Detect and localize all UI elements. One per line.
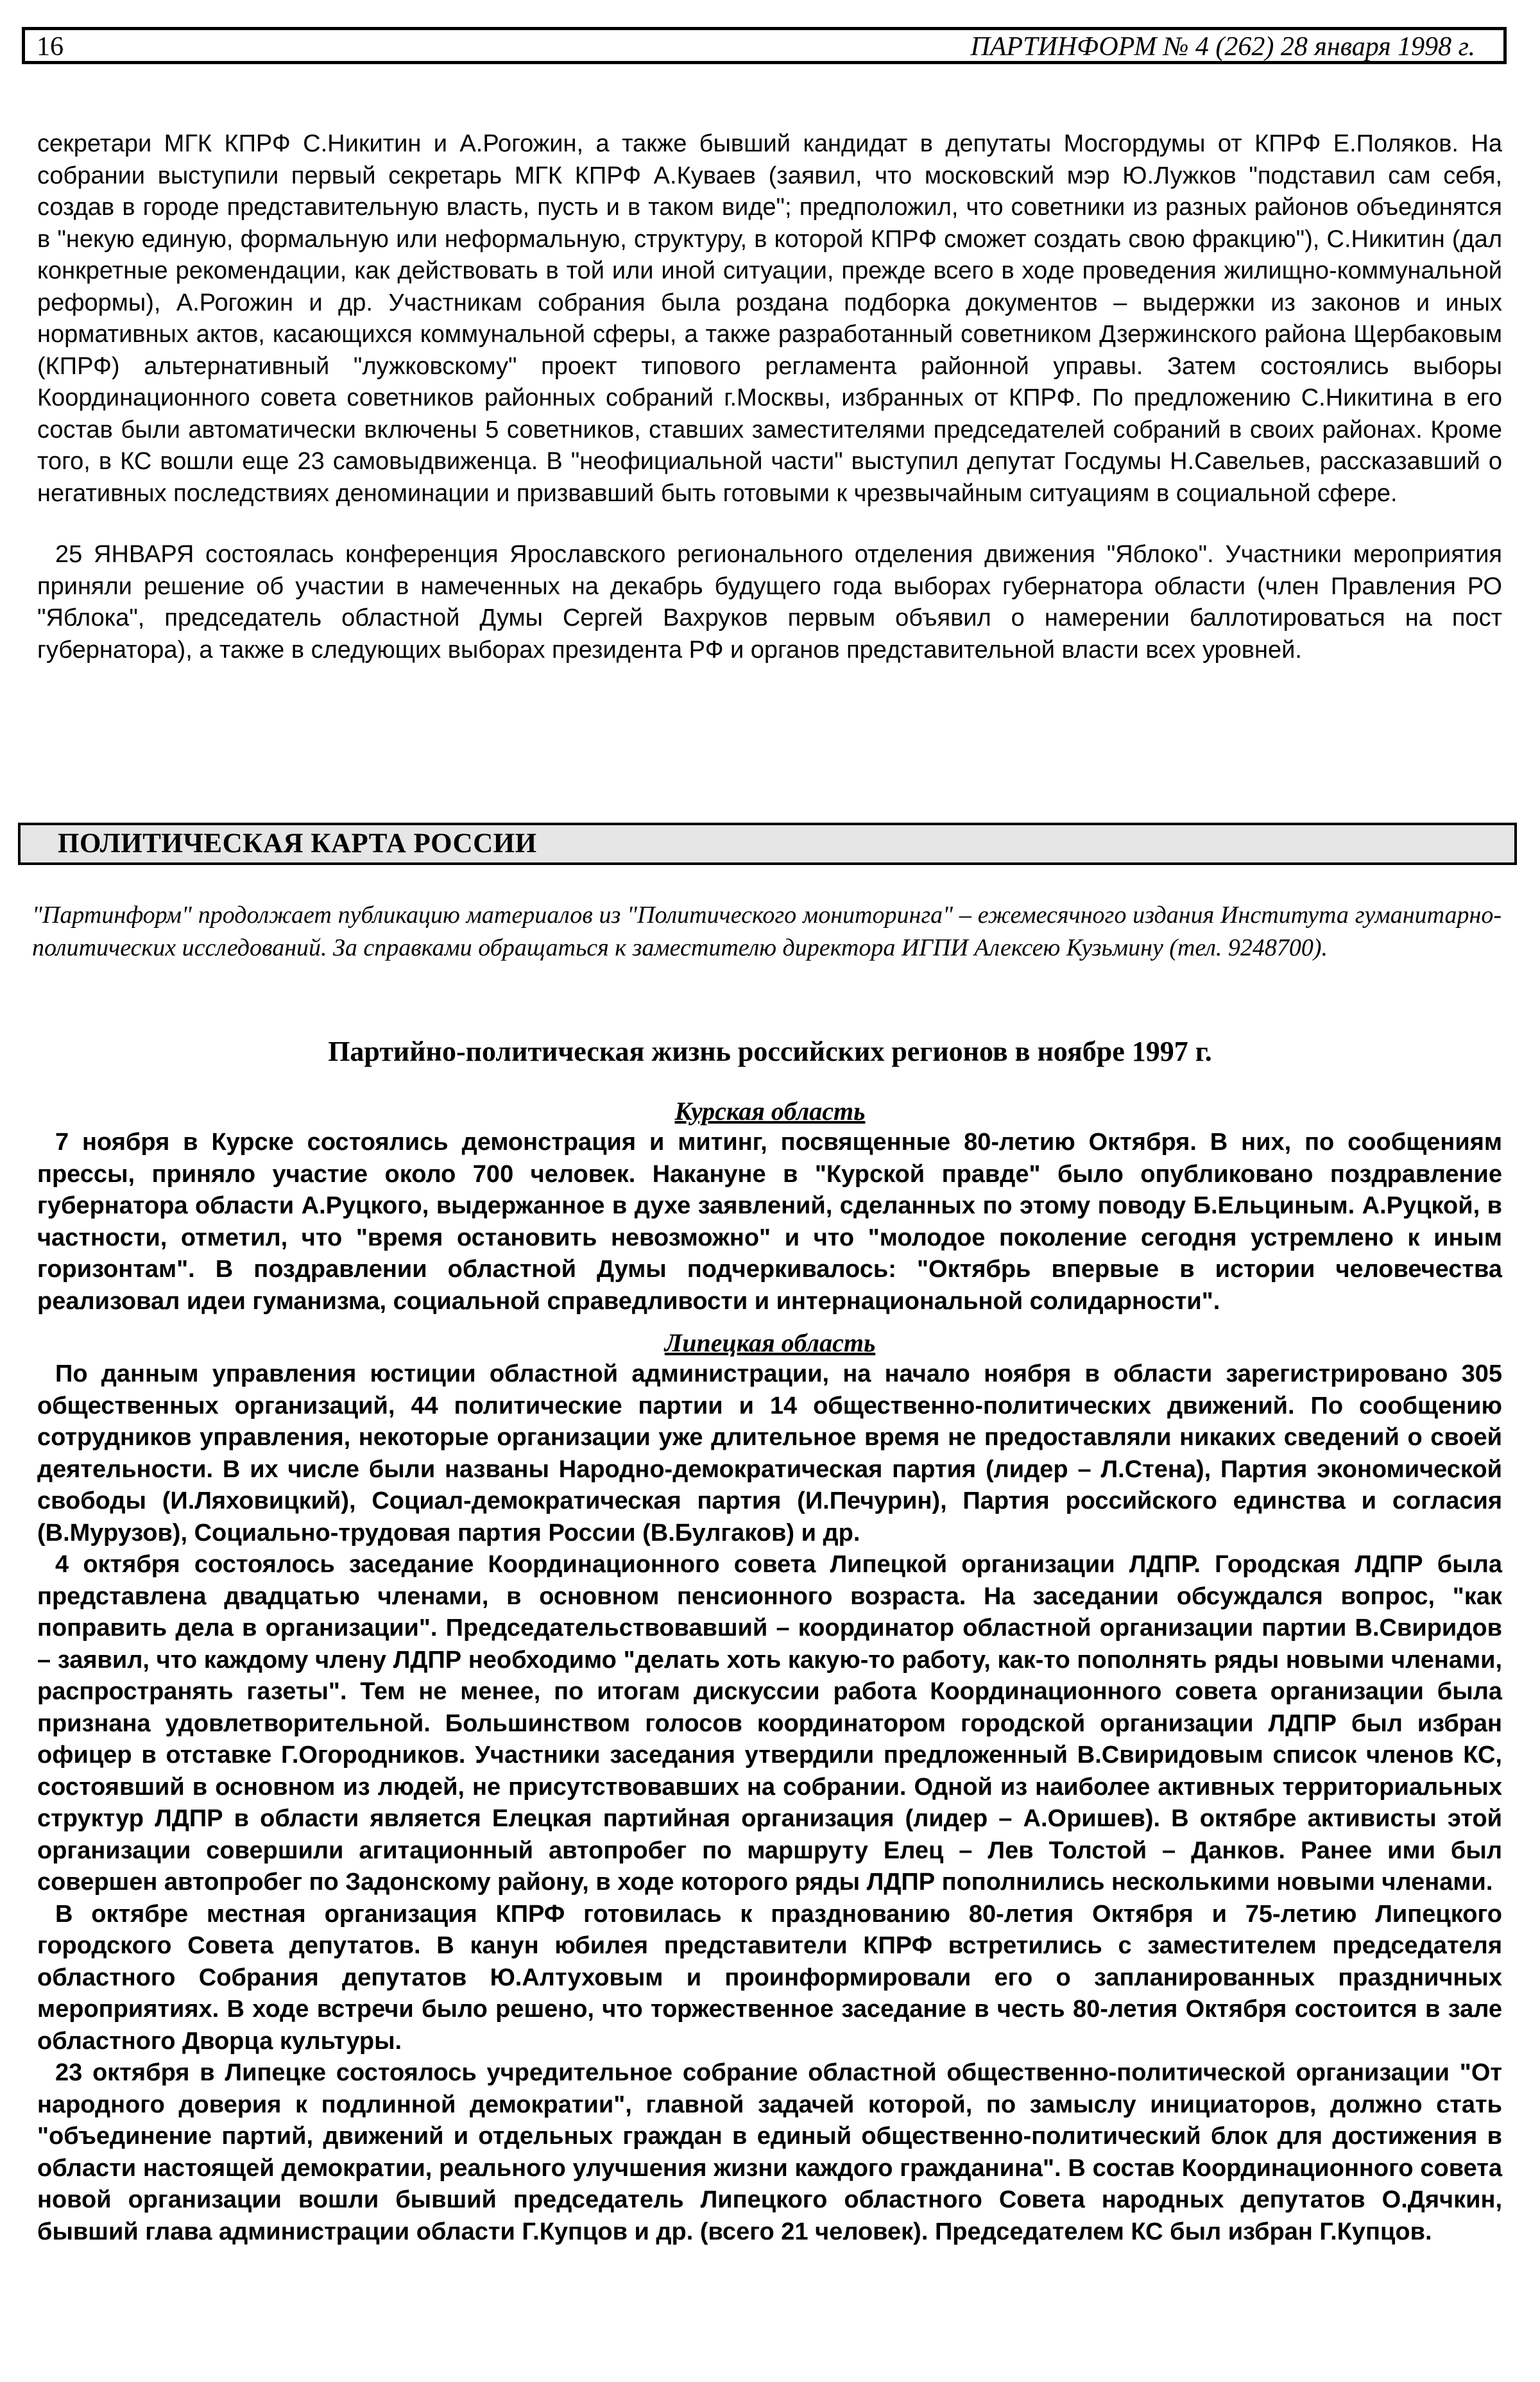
page-number: 16 <box>37 32 64 62</box>
region-body-kursk <box>37 1127 1502 1317</box>
section-title: ПОЛИТИЧЕСКАЯ КАРТА РОССИИ <box>58 828 537 859</box>
paragraph-lipetsk-4: 23 октября в Липецке состоялось учредительное собрание областной общественно-политической организации "От народного доверия к подлинной демократии", главной задачей которой, по замыслу инициаторов, должно стать "объединение партий, движений и отдельных граждан в единый общественно-политический блок для достижения в области настоящей демократии, реального улучшения жизни каждого гражданина". В состав Координационного совета новой организации вошли бывший председатель Липецкого областного Совета народных депутатов О.Дячкин, бывший глава администрации области Г.Купцов и др. (всего 21 человек). Председателем КС был избран Г.Купцов. <box>37 2059 1502 2245</box>
region-title-lipetsk: Липецкая область <box>664 1328 876 1357</box>
section-intro: "Партинформ" продолжает публикацию материалов из "Политического мониторинга" – ежемесячного издания Института гуманитарно-политических исследований. За справками обращаться к заместителю директора ИГПИ Алексею Кузьмину (тел. 9248700). <box>32 902 1502 961</box>
region-title-kursk: Курская область <box>674 1097 866 1126</box>
paragraph-yaroslavl-yabloko: 25 ЯНВАРЯ состоялась конференция Ярославского регионального отделения движения "Яблоко". Участники мероприятия приняли решение об участии в намеченных на декабрь будущего года выборах губернатора области (член Правления РО "Яблока", председатель областной Думы Сергей Вахруков первым объявил о намерении баллотироваться на пост губернатора), а также в следующих выборах президента РФ и органов представительной власти всех уровней. <box>37 541 1502 664</box>
issue-title: ПАРТИНФОРМ № 4 (262) 28 января 1998 г. <box>970 32 1475 62</box>
article-title: Партийно-политическая жизнь российских регионов в ноябре 1997 г. <box>328 1036 1212 1067</box>
page-header <box>22 27 1507 64</box>
paragraph-lipetsk-2: 4 октября состоялось заседание Координационного совета Липецкой организации ЛДПР. Городская ЛДПР была представлена двадцатью членами, в основном пенсионного возраста. На заседании обсуждался вопрос, "как поправить дела в организации". Председательствовавший – координатор областной организации партии В.Свиридов – заявил, что каждому члену ЛДПР необходимо "делать хоть какую-то работу, как-то пополнять ряды новыми членами, распространять газеты". Тем не менее, по итогам дискуссии работа Координационного совета организации была признана удовлетворительной. Большинством голосов координатором городской организации ЛДПР был избран офицер в отставке Г.Огородников. Участники заседания утвердили предложенный В.Свиридовым список членов КС, состоявший в основном из людей, не присутствовавших на собрании. Одной из наиболее активных территориальных структур ЛДПР в области является Елецкая партийная организация (лидер – А.Оришев). В октябре активисты этой организации совершили агитационный автопробег по маршруту Елец – Лев Толстой – Данков. Ранее ими был совершен автопробег по Задонскому району, в ходе которого ряды ЛДПР пополнились несколькими новыми членами. <box>37 1551 1502 1896</box>
paragraph-lipetsk-1: По данным управления юстиции областной администрации, на начало ноября в области зарегистрировано 305 общественных организаций, 44 политические партии и 14 общественно-политических движений. По сообщению сотрудников управления, некоторые организации уже длительное время не предоставляли никаких сведений о своей деятельности. В их числе были названы Народно-демократическая партия (лидер – Л.Стена), Партия экономической свободы (И.Ляховицкий), Социал-демократическая партия (И.Печурин), Партия российского единства и согласия (В.Мурузов), Социально-трудовая партия России (В.Булгаков) и др. <box>37 1360 1502 1547</box>
paragraph-kursk-1: 7 ноября в Курске состоялись демонстрация и митинг, посвященные 80-летию Октября. В них, по сообщениям прессы, приняло участие около 700 человек. Накануне в "Курской правде" было опубликовано поздравление губернатора области А.Руцкого, выдержанное в духе заявлений, сделанных по этому поводу Б.Ельциным. А.Руцкой, в частности, отметил, что "время остановить невозможно" и что "молодое поколение сегодня устремлено к иным горизонтам". В поздравлении областной Думы подчеркивалось: "Октябрь впервые в истории человечества реализовал идеи гуманизма, социальной справедливости и интернациональной солидарности". <box>37 1129 1502 1315</box>
paragraph-moscow-kprf: секретари МГК КПРФ С.Никитин и А.Рогожин, а также бывший кандидат в депутаты Мосгордумы от КПРФ Е.Поляков. На собрании выступили первый секретарь МГК КПРФ А.Куваев (заявил, что московский мэр Ю.Лужков "подставил сам себя, создав в городе представительную власть, пусть и в таком виде"; предположил, что советники из разных районов объединятся в "некую единую, формальную или неформальную, структуру, в которой КПРФ сможет создать свою фракцию"), С.Никитин (дал конкретные рекомендации, как действовать в той или иной ситуации, прежде всего в ходе проведения жилищно-коммунальной реформы), А.Рогожин и др. Участникам собрания была роздана подборка документов – выдержки из законов и иных нормативных актов, касающихся коммунальной сферы, а также разработанный советником Дзержинского района Щербаковым (КПРФ) альтернативный "лужковскому" проект типового регламента районной управы. Затем состоялись выборы Координационного совета советников районных собраний г.Москвы, избранных от КПРФ. По предложению С.Никитина в его состав были автоматически включены 5 советников, ставших заместителями председателей собраний в своих районах. Кроме того, в КС вошли еще 23 самовыдвиженца. В "неофициальной части" выступил депутат Госдумы Н.Савельев, рассказавший о негативных последствиях деноминации и призвавший быть готовыми к чрезвычайным ситуациям в социальной сфере. <box>37 130 1502 507</box>
continued-article <box>37 128 1502 666</box>
region-body-lipetsk <box>37 1358 1502 2248</box>
paragraph-lipetsk-3: В октябре местная организация КПРФ готовилась к празднованию 80-летия Октября и 75-летию Липецкого городского Совета депутатов. В канун юбилея представители КПРФ встретились с заместителем председателя областного Собрания депутатов Ю.Алтуховым и проинформировали его о запланированных праздничных мероприятиях. В ходе встречи было решено, что торжественное заседание в честь 80-летия Октября состоится в зале областного Дворца культуры. <box>37 1900 1502 2055</box>
section-heading-bar <box>18 823 1517 865</box>
